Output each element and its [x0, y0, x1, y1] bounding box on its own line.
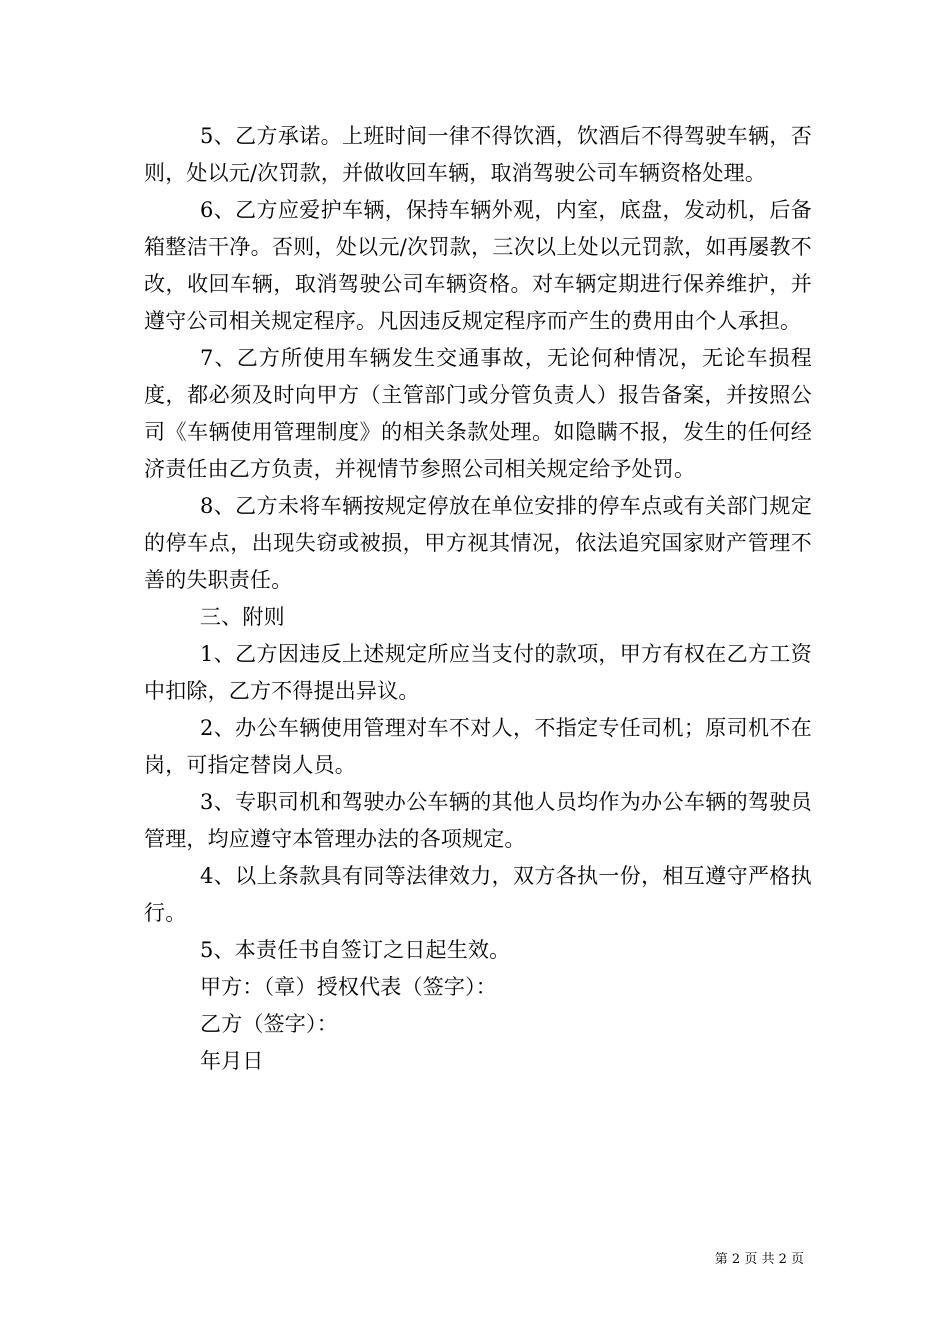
document-body — [144, 118, 812, 1080]
supplementary-clause-4: 4、以上条款具有同等法律效力，双方各执一份，相互遵守严格执行。 — [144, 864, 812, 925]
section-heading-supplementary: 三、附则 — [200, 605, 285, 629]
clause-8-parking: 8、乙方未将车辆按规定停放在单位安排的停车点或有关部门规定的停车点，出现失窃或被损，甲方视其情况，依法追究国家财产管理不善的失职责任。 — [144, 494, 812, 592]
supplementary-clause-3: 3、专职司机和驾驶办公车辆的其他人员均作为办公车辆的驾驶员管理，均应遵守本管理办法的各项规定。 — [144, 790, 812, 851]
clause-5-no-drinking: 5、乙方承诺。上班时间一律不得饮酒，饮酒后不得驾驶车辆，否则，处以元/次罚款，并做收回车辆，取消驾驶公司车辆资格处理。 — [144, 124, 812, 185]
supplementary-clause-1: 1、乙方因违反上述规定所应当支付的款项，甲方有权在乙方工资中扣除，乙方不得提出异议。 — [144, 642, 812, 703]
party-b-signature-line: 乙方（签字）： — [200, 1012, 338, 1036]
supplementary-clause-5: 5、本责任书自签订之日起生效。 — [200, 938, 511, 962]
date-line: 年月日 — [200, 1049, 264, 1073]
supplementary-clause-2: 2、办公车辆使用管理对车不对人，不指定专任司机；原司机不在岗，可指定替岗人员。 — [144, 716, 812, 777]
party-a-signature-line: 甲方：（章）授权代表（签字）： — [200, 975, 497, 999]
page-number: 第 2 页 共 2 页 — [714, 1252, 804, 1267]
clause-7-traffic-accident: 7、乙方所使用车辆发生交通事故，无论何种情况，无论车损程度，都必须及时向甲方（主管部门或分管负责人）报告备案，并按照公司《车辆使用管理制度》的相关条款处理。如隐瞒不报，发生的任何经济责任由乙方负责，并视情节参照公司相关规定给予处罚。 — [144, 346, 812, 481]
clause-6-vehicle-care: 6、乙方应爱护车辆，保持车辆外观，内室，底盘，发动机，后备箱整洁干净。否则，处以元/次罚款，三次以上处以元罚款，如再屡教不改，收回车辆，取消驾驶公司车辆资格。对车辆定期进行保养维护，并遵守公司相关规定程序。凡因违反规定程序而产生的费用由个人承担。 — [144, 198, 812, 333]
